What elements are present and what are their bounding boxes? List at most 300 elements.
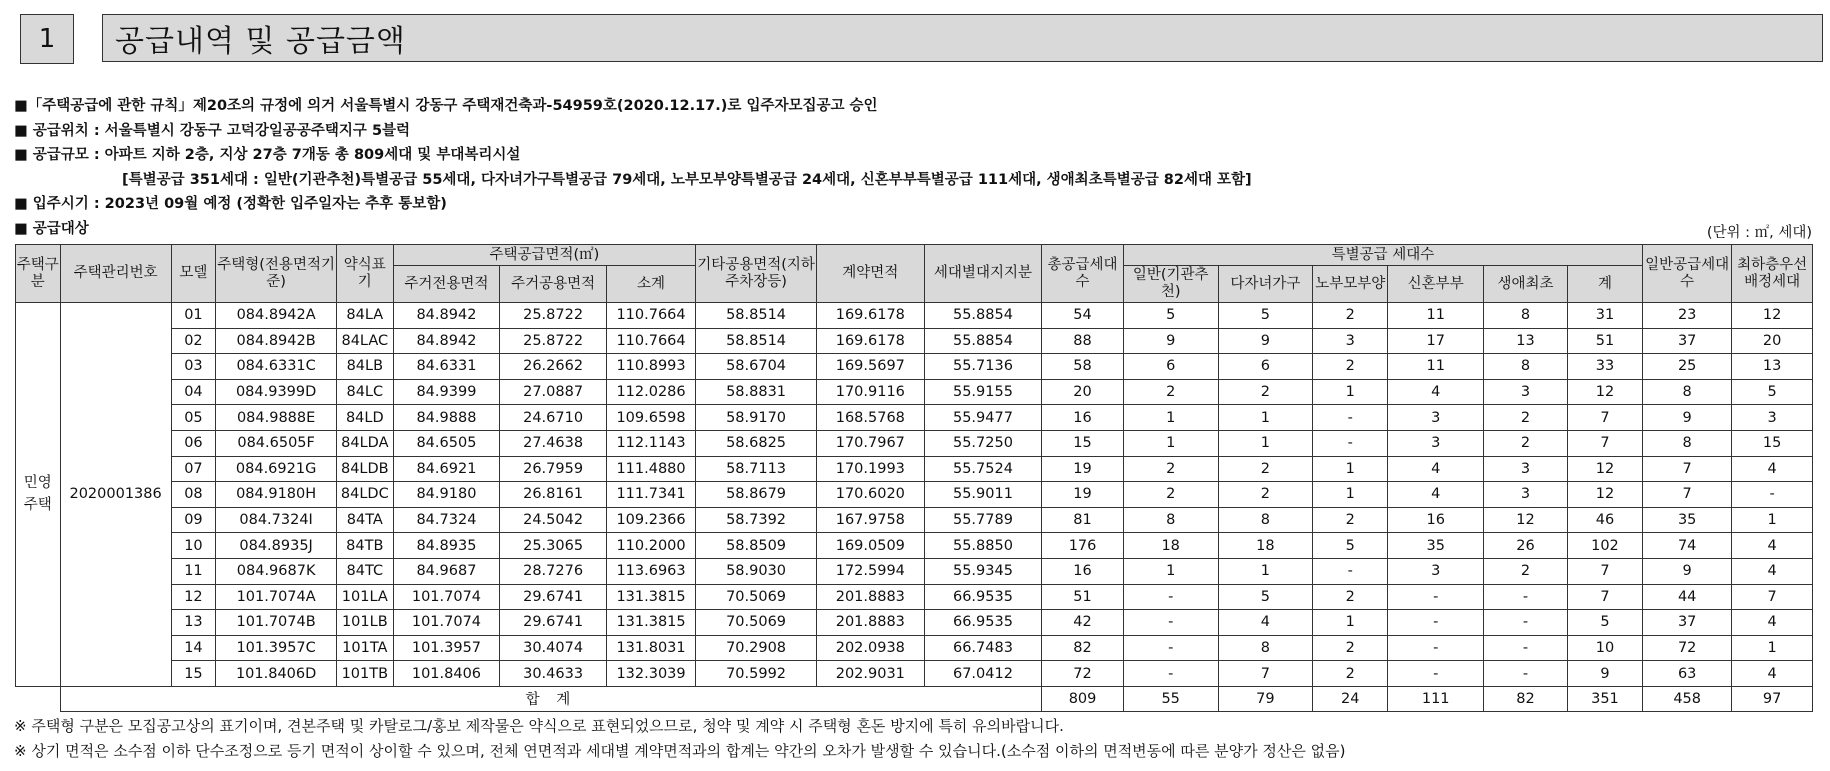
header-contract-area: 계약면적 — [816, 245, 924, 303]
table-cell: 58.9030 — [696, 558, 817, 584]
notice-location: ■ 공급위치 : 서울특별시 강동구 고덕강일공공주택지구 5블럭 — [14, 122, 411, 139]
table-cell: 16 — [1042, 405, 1124, 431]
table-cell: 1 — [1123, 558, 1218, 584]
table-cell: 12 — [1484, 507, 1568, 533]
table-cell: 4 — [1732, 456, 1813, 482]
header-special-supply: 특별공급 세대수 — [1123, 245, 1642, 266]
table-cell: 7 — [1567, 584, 1642, 610]
total-value: 97 — [1732, 686, 1813, 711]
table-cell: 2 — [1484, 430, 1568, 456]
table-row — [16, 303, 1813, 329]
table-cell: 4 — [1732, 610, 1813, 636]
table-cell: - — [1123, 584, 1218, 610]
table-cell: 5 — [1123, 303, 1218, 329]
table-cell: 9 — [1218, 328, 1313, 354]
total-value: 55 — [1123, 686, 1218, 711]
section-header — [20, 14, 1823, 64]
table-cell: 84.8942 — [393, 303, 500, 329]
notice-list — [14, 94, 1252, 241]
section-title: 공급내역 및 공급금액 — [102, 14, 1823, 62]
total-value: 82 — [1484, 686, 1568, 711]
table-cell: 3 — [1313, 328, 1388, 354]
table-cell: - — [1388, 584, 1484, 610]
table-cell: 26.2662 — [500, 354, 607, 380]
table-cell: 101.7074A — [216, 584, 337, 610]
table-cell: 84.6331 — [393, 354, 500, 380]
total-label: 합 계 — [60, 686, 1042, 711]
table-cell: 109.6598 — [606, 405, 695, 431]
table-cell: 25.3065 — [500, 533, 607, 559]
table-cell: 5 — [1313, 533, 1388, 559]
notice-special-supply: [특별공급 351세대 : 일반(기관추천)특별공급 55세대, 다자녀가구특별공급 79세대, 노부모부양특별공급 24세대, 신혼부부특별공급 111세대, 생애최초특별공급 82세대 포함] — [122, 171, 1252, 188]
header-sp-general: 일반(기관추천) — [1123, 266, 1218, 303]
table-cell: 2 — [1123, 482, 1218, 508]
table-cell: 1 — [1123, 430, 1218, 456]
table-cell: 06 — [171, 430, 216, 456]
header-model: 모델 — [171, 245, 216, 303]
table-cell: 29.6741 — [500, 584, 607, 610]
table-cell: 084.8935J — [216, 533, 337, 559]
table-row — [16, 456, 1813, 482]
unit-label: (단위 : ㎡, 세대) — [1706, 225, 1812, 241]
table-cell: 31 — [1567, 303, 1642, 329]
table-cell: 19 — [1042, 456, 1124, 482]
table-cell: 27.0887 — [500, 379, 607, 405]
table-cell: 55.7250 — [924, 430, 1042, 456]
table-row — [16, 328, 1813, 354]
table-cell: 42 — [1042, 610, 1124, 636]
header-subtotal: 소계 — [606, 266, 695, 303]
table-cell: 01 — [171, 303, 216, 329]
table-cell: 84.7324 — [393, 507, 500, 533]
table-cell: - — [1484, 584, 1568, 610]
table-cell: 33 — [1567, 354, 1642, 380]
total-row — [16, 686, 1813, 711]
table-cell: 70.5069 — [696, 584, 817, 610]
table-cell: 11 — [1388, 354, 1484, 380]
table-cell: 84.8942 — [393, 328, 500, 354]
table-cell: 169.5697 — [816, 354, 924, 380]
footnotes — [14, 714, 1345, 764]
table-cell: 111.4880 — [606, 456, 695, 482]
table-cell: 13 — [1484, 328, 1568, 354]
table-cell: 05 — [171, 405, 216, 431]
header-general-units: 일반공급세대수 — [1643, 245, 1732, 303]
table-cell: 11 — [171, 558, 216, 584]
table-row — [16, 661, 1813, 687]
table-cell: 24.6710 — [500, 405, 607, 431]
table-cell: 6 — [1218, 354, 1313, 380]
table-cell: 131.3815 — [606, 584, 695, 610]
table-cell: 8 — [1218, 507, 1313, 533]
table-cell: 26.8161 — [500, 482, 607, 508]
table-cell: 102 — [1567, 533, 1642, 559]
table-cell: 101TB — [337, 661, 394, 687]
total-value: 111 — [1388, 686, 1484, 711]
table-cell: 3 — [1732, 405, 1813, 431]
table-cell: 54 — [1042, 303, 1124, 329]
table-cell: 58 — [1042, 354, 1124, 380]
table-cell: 8 — [1484, 354, 1568, 380]
table-cell: 169.0509 — [816, 533, 924, 559]
table-cell: 16 — [1388, 507, 1484, 533]
table-cell: - — [1313, 430, 1388, 456]
table-cell: 6 — [1123, 354, 1218, 380]
table-cell: 084.8942B — [216, 328, 337, 354]
header-land-share: 세대별대지지분 — [924, 245, 1042, 303]
table-cell: 84TB — [337, 533, 394, 559]
table-cell: 7 — [1643, 482, 1732, 508]
table-cell: 170.1993 — [816, 456, 924, 482]
table-row — [16, 558, 1813, 584]
table-cell: 11 — [1388, 303, 1484, 329]
table-cell: 37 — [1643, 610, 1732, 636]
table-cell: 15 — [1732, 430, 1813, 456]
table-cell: 84LDC — [337, 482, 394, 508]
table-cell: 55.8854 — [924, 328, 1042, 354]
table-cell: 170.7967 — [816, 430, 924, 456]
table-cell: 1 — [1313, 379, 1388, 405]
table-cell: 4 — [1388, 379, 1484, 405]
table-cell: 88 — [1042, 328, 1124, 354]
supply-table — [15, 244, 1813, 712]
table-cell: - — [1484, 635, 1568, 661]
table-cell: 84LA — [337, 303, 394, 329]
table-cell: 29.6741 — [500, 610, 607, 636]
table-cell: 70.2908 — [696, 635, 817, 661]
table-cell: 112.1143 — [606, 430, 695, 456]
table-cell: 82 — [1042, 635, 1124, 661]
table-cell: 7 — [1218, 661, 1313, 687]
table-cell: 10 — [171, 533, 216, 559]
table-cell: 7 — [1567, 558, 1642, 584]
header-lowest-floor: 최하층우선배정세대 — [1732, 245, 1813, 303]
table-cell: 15 — [1042, 430, 1124, 456]
table-cell: - — [1123, 635, 1218, 661]
table-cell: 2 — [1484, 558, 1568, 584]
table-cell: 35 — [1388, 533, 1484, 559]
table-cell: - — [1313, 405, 1388, 431]
table-cell: 12 — [1567, 456, 1642, 482]
table-cell: 1 — [1313, 482, 1388, 508]
table-cell: 101.3957 — [393, 635, 500, 661]
table-cell: 30.4074 — [500, 635, 607, 661]
table-cell: 55.9477 — [924, 405, 1042, 431]
table-cell: 4 — [1218, 610, 1313, 636]
table-cell: 58.9170 — [696, 405, 817, 431]
table-row — [16, 635, 1813, 661]
table-cell: 03 — [171, 354, 216, 380]
mgmt-no-cell: 2020001386 — [60, 303, 171, 687]
table-cell: 24.5042 — [500, 507, 607, 533]
table-cell: 4 — [1732, 661, 1813, 687]
table-cell: 084.6505F — [216, 430, 337, 456]
table-cell: 9 — [1567, 661, 1642, 687]
table-cell: 26.7959 — [500, 456, 607, 482]
table-cell: 66.9535 — [924, 610, 1042, 636]
table-row — [16, 507, 1813, 533]
table-cell: 110.8993 — [606, 354, 695, 380]
table-cell: 55.7789 — [924, 507, 1042, 533]
table-cell: 23 — [1643, 303, 1732, 329]
table-cell: 2 — [1218, 482, 1313, 508]
table-cell: 084.9687K — [216, 558, 337, 584]
table-cell: 131.8031 — [606, 635, 695, 661]
table-cell: 66.9535 — [924, 584, 1042, 610]
table-cell: 25.8722 — [500, 303, 607, 329]
table-cell: 18 — [1218, 533, 1313, 559]
table-cell: 17 — [1388, 328, 1484, 354]
table-cell: 74 — [1643, 533, 1732, 559]
table-cell: 4 — [1388, 456, 1484, 482]
header-exclusive-area: 주거전용면적 — [393, 266, 500, 303]
table-cell: 84.8935 — [393, 533, 500, 559]
table-cell: 2 — [1218, 456, 1313, 482]
table-cell: - — [1388, 635, 1484, 661]
table-cell: 8 — [1643, 379, 1732, 405]
table-cell: 111.7341 — [606, 482, 695, 508]
table-cell: - — [1123, 610, 1218, 636]
table-cell: 7 — [1567, 405, 1642, 431]
table-cell: 55.9011 — [924, 482, 1042, 508]
table-cell: 84.9888 — [393, 405, 500, 431]
table-cell: - — [1484, 661, 1568, 687]
header-common-area: 주거공용면적 — [500, 266, 607, 303]
table-cell: 101.7074 — [393, 584, 500, 610]
table-cell: 58.6825 — [696, 430, 817, 456]
table-cell: 101.8406D — [216, 661, 337, 687]
total-value: 458 — [1643, 686, 1732, 711]
table-cell: 110.7664 — [606, 303, 695, 329]
table-cell: 8 — [1643, 430, 1732, 456]
table-cell: 84.6505 — [393, 430, 500, 456]
table-cell: 084.7324I — [216, 507, 337, 533]
table-cell: 02 — [171, 328, 216, 354]
table-cell: 2 — [1313, 507, 1388, 533]
table-cell: 84LB — [337, 354, 394, 380]
table-cell: 51 — [1042, 584, 1124, 610]
table-cell: 201.8883 — [816, 584, 924, 610]
table-cell: 1 — [1123, 405, 1218, 431]
table-cell: - — [1388, 610, 1484, 636]
table-cell: 5 — [1567, 610, 1642, 636]
table-cell: 58.8831 — [696, 379, 817, 405]
total-value: 24 — [1313, 686, 1388, 711]
table-cell: 1 — [1218, 405, 1313, 431]
table-cell: 55.8850 — [924, 533, 1042, 559]
table-cell: 084.9180H — [216, 482, 337, 508]
table-cell: 084.6331C — [216, 354, 337, 380]
table-cell: 2 — [1484, 405, 1568, 431]
table-cell: 2 — [1313, 635, 1388, 661]
table-cell: 3 — [1388, 558, 1484, 584]
header-housing-size: 주택형(전용면적기준) — [216, 245, 337, 303]
table-cell: 2 — [1313, 303, 1388, 329]
table-cell: - — [1732, 482, 1813, 508]
header-sp-parents: 노부모부양 — [1313, 266, 1388, 303]
table-cell: 16 — [1042, 558, 1124, 584]
table-row — [16, 610, 1813, 636]
table-cell: - — [1313, 558, 1388, 584]
header-abbr: 약식표기 — [337, 245, 394, 303]
table-row — [16, 482, 1813, 508]
table-cell: 1 — [1732, 507, 1813, 533]
table-cell: 5 — [1218, 584, 1313, 610]
table-cell: 08 — [171, 482, 216, 508]
table-cell: 84LDB — [337, 456, 394, 482]
table-cell: 72 — [1643, 635, 1732, 661]
table-cell: 101.8406 — [393, 661, 500, 687]
table-cell: 84.9687 — [393, 558, 500, 584]
table-cell: 101.7074B — [216, 610, 337, 636]
table-cell: 66.7483 — [924, 635, 1042, 661]
table-cell: 15 — [171, 661, 216, 687]
total-value: 351 — [1567, 686, 1642, 711]
table-cell: 84TC — [337, 558, 394, 584]
table-cell: 58.8514 — [696, 303, 817, 329]
header-mgmt-no: 주택관리번호 — [60, 245, 171, 303]
table-cell: 13 — [171, 610, 216, 636]
table-cell: 8 — [1123, 507, 1218, 533]
table-cell: 1 — [1313, 456, 1388, 482]
table-row — [16, 533, 1813, 559]
footnote: ※ 주택형 구분은 모집공고상의 표기이며, 견본주택 및 카탈로그/홍보 제작물은 약식으로 표현되었으므로, 청약 및 계약 시 주택형 혼돈 방지에 특히 유의바랍니다. — [14, 717, 1064, 735]
table-cell: 168.5768 — [816, 405, 924, 431]
total-value: 809 — [1042, 686, 1124, 711]
table-row — [16, 584, 1813, 610]
table-cell: 84LDA — [337, 430, 394, 456]
notice-target: ■ 공급대상 — [14, 220, 89, 237]
table-cell: 84TA — [337, 507, 394, 533]
table-cell: 172.5994 — [816, 558, 924, 584]
table-cell: 2 — [1218, 379, 1313, 405]
table-cell: 27.4638 — [500, 430, 607, 456]
table-cell: 37 — [1643, 328, 1732, 354]
table-cell: 2 — [1313, 584, 1388, 610]
table-cell: 09 — [171, 507, 216, 533]
header-other-common: 기타공용면적(지하주차장등) — [696, 245, 817, 303]
header-sp-newlywed: 신혼부부 — [1388, 266, 1484, 303]
table-cell: 58.8679 — [696, 482, 817, 508]
table-cell: 131.3815 — [606, 610, 695, 636]
header-total-units: 총공급세대수 — [1042, 245, 1124, 303]
header-sp-total: 계 — [1567, 266, 1642, 303]
table-cell: 58.8509 — [696, 533, 817, 559]
table-cell: 2 — [1313, 661, 1388, 687]
table-cell: 3 — [1484, 379, 1568, 405]
table-cell: 110.7664 — [606, 328, 695, 354]
table-cell: 55.9155 — [924, 379, 1042, 405]
table-cell: 12 — [1732, 303, 1813, 329]
table-cell: 55.9345 — [924, 558, 1042, 584]
table-cell: 084.9888E — [216, 405, 337, 431]
section-number: 1 — [20, 14, 74, 64]
table-cell: 084.6921G — [216, 456, 337, 482]
table-cell: 70.5992 — [696, 661, 817, 687]
table-cell: 55.7136 — [924, 354, 1042, 380]
table-cell: 202.0938 — [816, 635, 924, 661]
table-cell: 19 — [1042, 482, 1124, 508]
table-cell: 9 — [1643, 558, 1732, 584]
table-cell: 170.9116 — [816, 379, 924, 405]
table-cell: 67.0412 — [924, 661, 1042, 687]
table-cell: 4 — [1732, 533, 1813, 559]
footnote: ※ 상기 면적은 소수점 이하 단수조정으로 등기 면적이 상이할 수 있으며, 전체 연면적과 세대별 계약면적과의 합계는 약간의 오차가 발생할 수 있습니다.(소수점 이하의 면적변동에 따른 분양가 정산은 없음) — [14, 742, 1346, 760]
notice-approval: ■「주택공급에 관한 규칙」제20조의 규정에 의거 서울특별시 강동구 주택재건축과-54959호(2020.12.17.)로 입주자모집공고 승인 — [14, 98, 878, 114]
table-cell: 132.3039 — [606, 661, 695, 687]
table-cell: 12 — [171, 584, 216, 610]
table-cell: 084.9399D — [216, 379, 337, 405]
table-cell: 2 — [1123, 379, 1218, 405]
table-row — [16, 430, 1813, 456]
table-cell: 35 — [1643, 507, 1732, 533]
table-cell: 202.9031 — [816, 661, 924, 687]
table-cell: 5 — [1218, 303, 1313, 329]
table-cell: 169.6178 — [816, 303, 924, 329]
table-cell: 170.6020 — [816, 482, 924, 508]
total-value: 79 — [1218, 686, 1313, 711]
table-cell: 112.0286 — [606, 379, 695, 405]
housing-type-cell: 민영 주택 — [16, 303, 61, 687]
header-sp-firsttime: 생애최초 — [1484, 266, 1568, 303]
table-cell: 84.6921 — [393, 456, 500, 482]
table-cell: 7 — [1567, 430, 1642, 456]
table-cell: - — [1123, 661, 1218, 687]
table-cell: 84LD — [337, 405, 394, 431]
table-cell: 3 — [1388, 430, 1484, 456]
table-cell: 101LA — [337, 584, 394, 610]
table-cell: 46 — [1567, 507, 1642, 533]
table-cell: 72 — [1042, 661, 1124, 687]
table-cell: 10 — [1567, 635, 1642, 661]
notice-move-in: ■ 입주시기 : 2023년 09월 예정 (정확한 입주일자는 추후 통보함) — [14, 196, 447, 212]
table-cell: 1 — [1218, 558, 1313, 584]
table-cell: 58.8514 — [696, 328, 817, 354]
table-cell: 4 — [1732, 558, 1813, 584]
table-cell: 55.7524 — [924, 456, 1042, 482]
table-cell: 13 — [1732, 354, 1813, 380]
table-cell: 84.9399 — [393, 379, 500, 405]
table-cell: 25.8722 — [500, 328, 607, 354]
table-row — [16, 379, 1813, 405]
table-cell: 2 — [1313, 354, 1388, 380]
table-cell: 51 — [1567, 328, 1642, 354]
table-cell: 58.6704 — [696, 354, 817, 380]
table-cell: 9 — [1643, 405, 1732, 431]
table-cell: 2 — [1123, 456, 1218, 482]
table-cell: 20 — [1732, 328, 1813, 354]
table-cell: 20 — [1042, 379, 1124, 405]
table-row — [16, 354, 1813, 380]
table-cell: 167.9758 — [816, 507, 924, 533]
table-cell: 26 — [1484, 533, 1568, 559]
table-cell: 28.7276 — [500, 558, 607, 584]
table-cell: 084.8942A — [216, 303, 337, 329]
table-cell: 8 — [1218, 635, 1313, 661]
notice-scale: ■ 공급규모 : 아파트 지하 2층, 지상 27층 7개동 총 809세대 및 부대복리시설 — [14, 147, 521, 163]
table-cell: 1 — [1218, 430, 1313, 456]
table-cell: 9 — [1123, 328, 1218, 354]
table-cell: - — [1388, 661, 1484, 687]
table-cell: 169.6178 — [816, 328, 924, 354]
table-cell: 55.8854 — [924, 303, 1042, 329]
table-cell: 201.8883 — [816, 610, 924, 636]
table-cell: 101.3957C — [216, 635, 337, 661]
table-cell: 176 — [1042, 533, 1124, 559]
table-cell: - — [1484, 610, 1568, 636]
table-cell: 8 — [1484, 303, 1568, 329]
table-cell: 58.7392 — [696, 507, 817, 533]
